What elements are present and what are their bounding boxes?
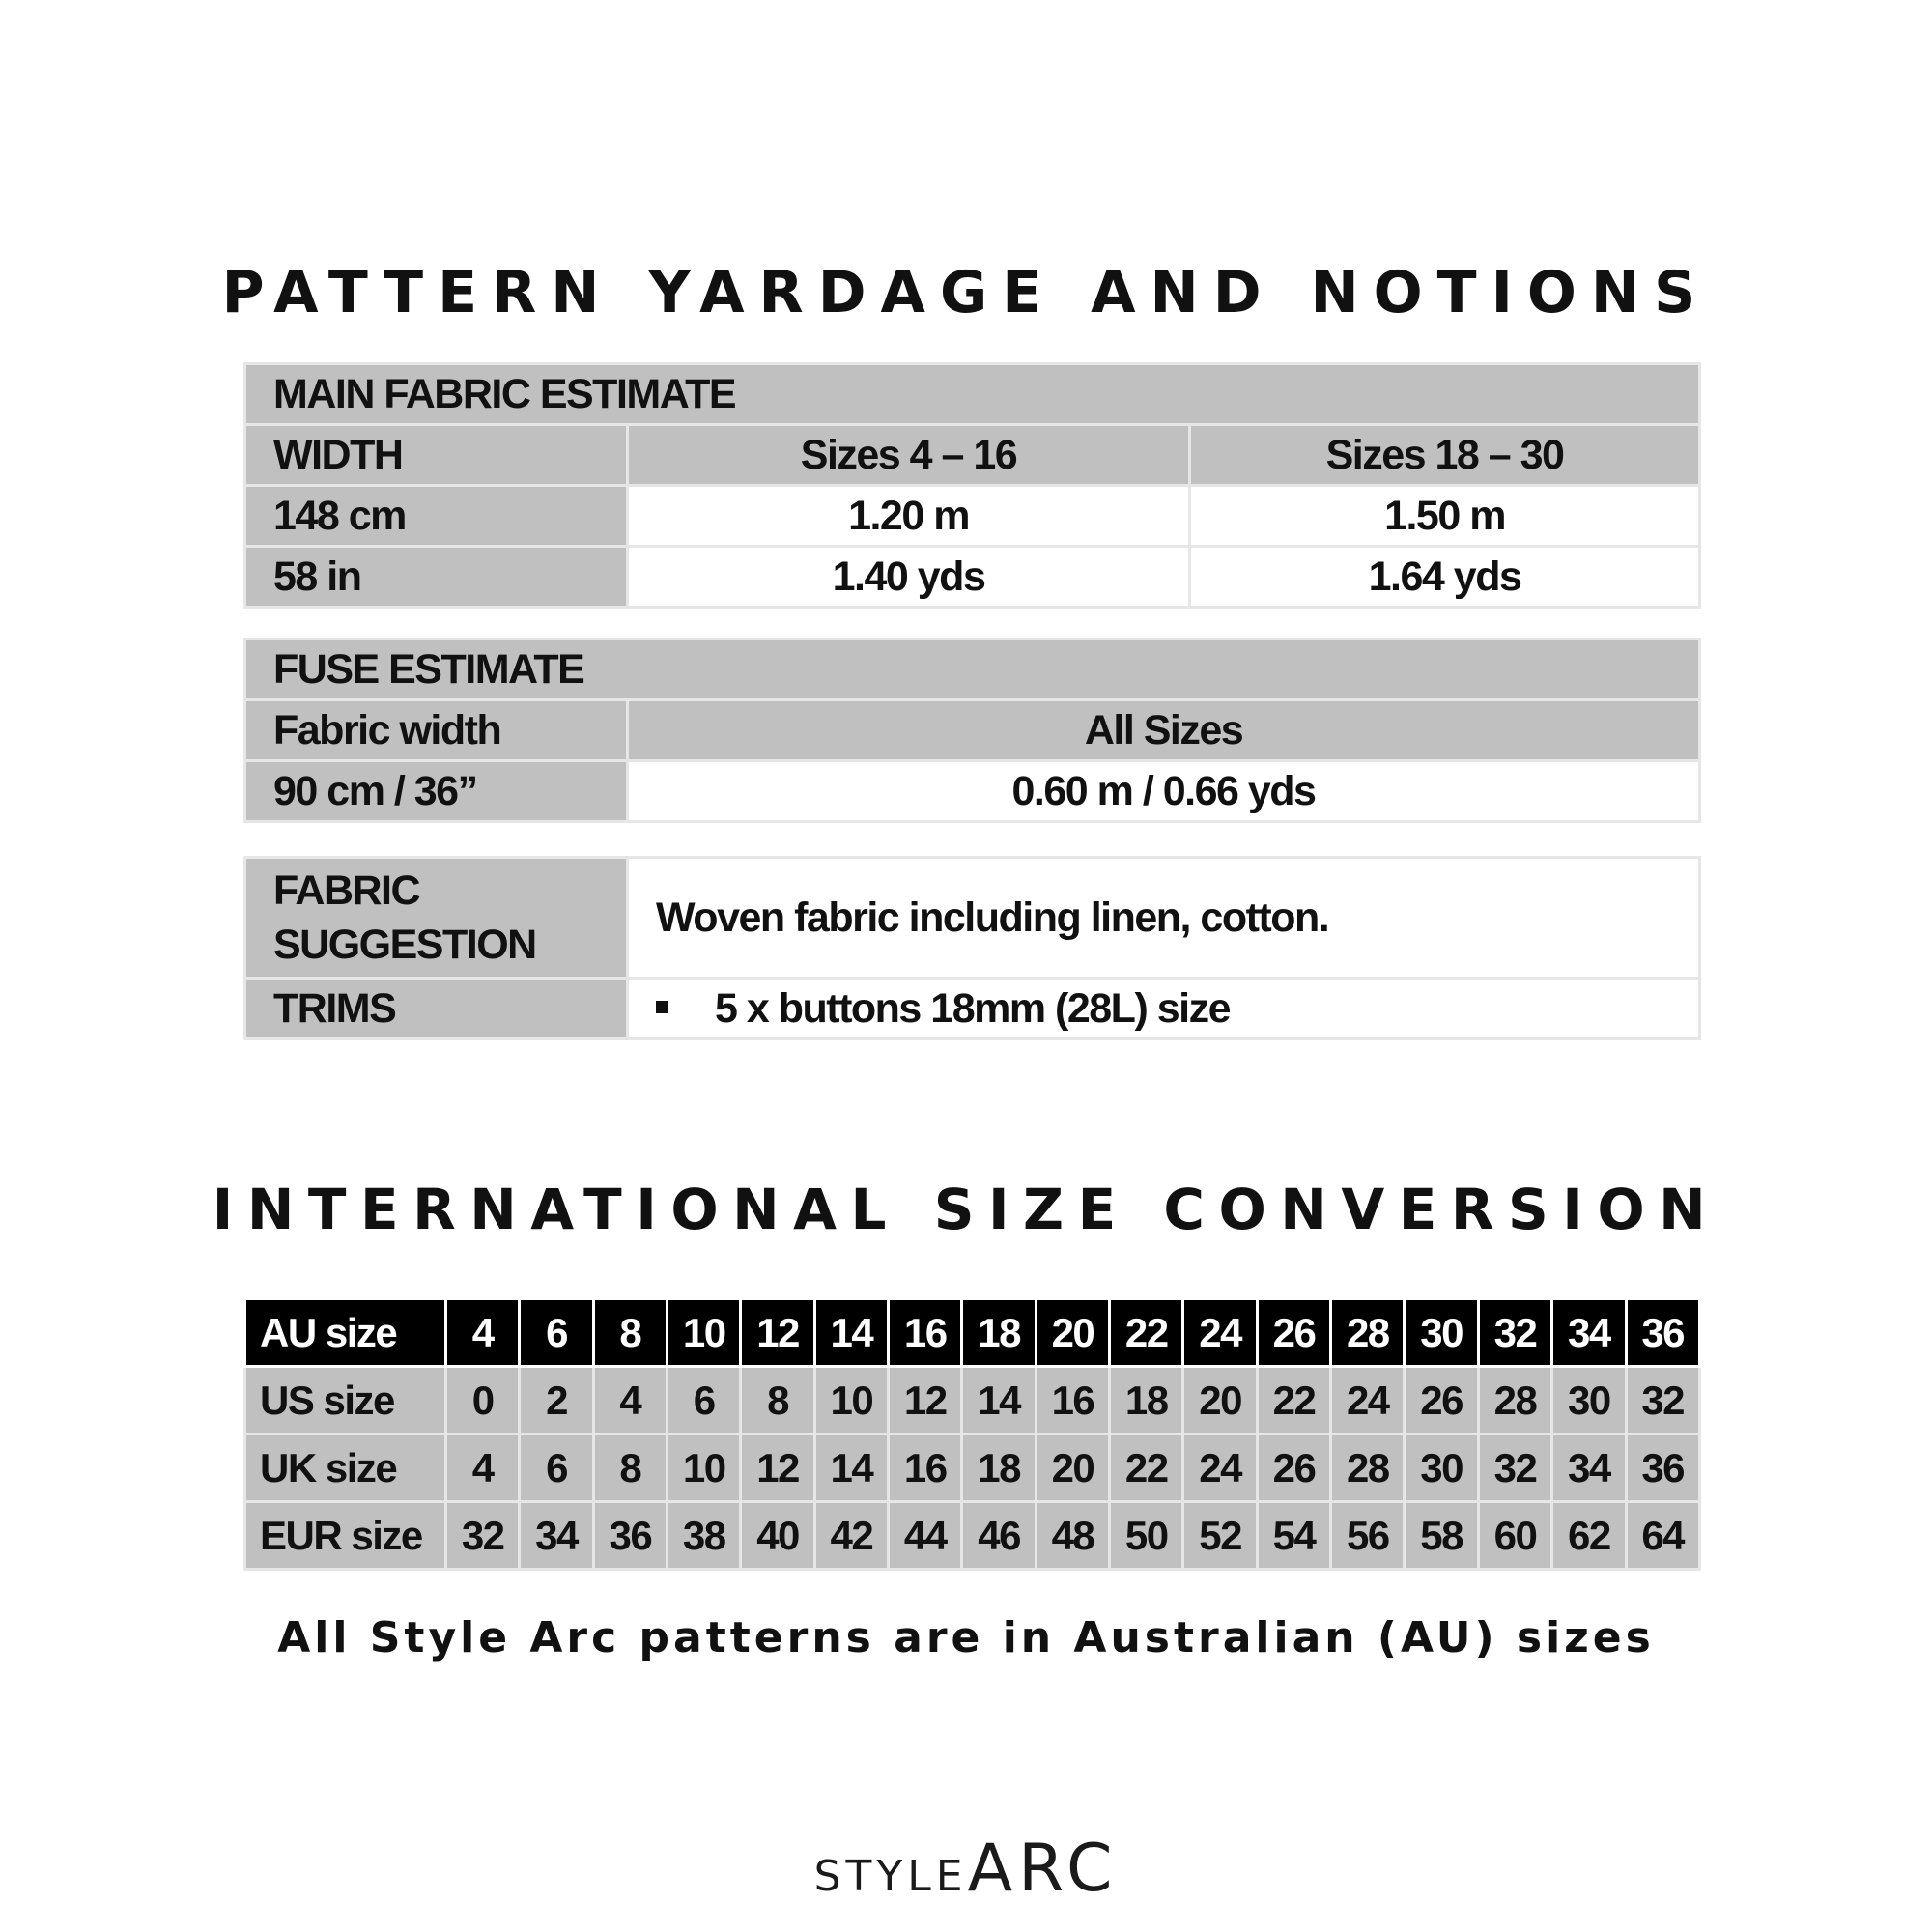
logo-style-word: STYLE <box>813 1852 968 1901</box>
size-cell: 52 <box>1183 1502 1257 1570</box>
size-cell: 34 <box>1552 1299 1626 1367</box>
size-cell: 28 <box>1331 1435 1405 1502</box>
fuse-row <box>245 761 1700 822</box>
size-cell: 2 <box>520 1367 593 1435</box>
size-cell: 12 <box>741 1435 814 1502</box>
size-cell: 14 <box>962 1367 1036 1435</box>
size-cell: 20 <box>1183 1367 1257 1435</box>
size-cell: 38 <box>668 1502 741 1570</box>
size-row-label: EUR size <box>245 1502 446 1570</box>
yardage-cell: 1.64 yds <box>1190 547 1700 608</box>
size-cell: 54 <box>1257 1502 1330 1570</box>
width-header: WIDTH <box>245 425 628 486</box>
bullet-icon <box>656 1001 668 1013</box>
all-sizes-header: All Sizes <box>628 700 1700 761</box>
main-fabric-title-row <box>245 364 1700 425</box>
fuse-title-row <box>245 639 1700 700</box>
yardage-title: PATTERN YARDAGE AND NOTIONS <box>221 259 1711 327</box>
size-cell: 18 <box>1110 1367 1183 1435</box>
size-cell: 20 <box>1036 1435 1109 1502</box>
main-fabric-row <box>245 547 1700 608</box>
size-cell: 22 <box>1257 1367 1330 1435</box>
size-row <box>245 1502 1700 1570</box>
trims-label: TRIMS <box>245 979 628 1039</box>
size-cell: 14 <box>814 1435 888 1502</box>
size-cell: 30 <box>1405 1435 1478 1502</box>
size-cell: 44 <box>889 1502 962 1570</box>
size-cell: 0 <box>446 1367 520 1435</box>
size-cell: 62 <box>1552 1502 1626 1570</box>
size-cell: 32 <box>1478 1299 1551 1367</box>
logo-arc-word: ARC <box>967 1831 1119 1907</box>
size-cell: 36 <box>1626 1299 1699 1367</box>
size-cell: 32 <box>446 1502 520 1570</box>
size-cell: 4 <box>446 1435 520 1502</box>
size-cell: 16 <box>889 1299 962 1367</box>
size-cell: 42 <box>814 1502 888 1570</box>
size-cell: 24 <box>1183 1299 1257 1367</box>
size-cell: 20 <box>1036 1299 1109 1367</box>
size-cell: 36 <box>1626 1435 1699 1502</box>
size-cell: 10 <box>814 1367 888 1435</box>
sizes-18-30-header: Sizes 18 – 30 <box>1190 425 1700 486</box>
size-row-label: US size <box>245 1367 446 1435</box>
size-cell: 16 <box>1036 1367 1109 1435</box>
size-cell: 12 <box>741 1299 814 1367</box>
trims-row <box>245 979 1700 1039</box>
size-cell: 14 <box>814 1299 888 1367</box>
fuse-header-row <box>245 700 1700 761</box>
size-cell: 58 <box>1405 1502 1478 1570</box>
size-cell: 4 <box>593 1367 667 1435</box>
size-cell: 12 <box>889 1367 962 1435</box>
size-row <box>245 1435 1700 1502</box>
size-cell: 50 <box>1110 1502 1183 1570</box>
size-cell: 36 <box>593 1502 667 1570</box>
main-fabric-table <box>243 362 1701 609</box>
main-fabric-header-row <box>245 425 1700 486</box>
size-cell: 26 <box>1257 1435 1330 1502</box>
size-cell: 26 <box>1257 1299 1330 1367</box>
size-cell: 30 <box>1552 1367 1626 1435</box>
yardage-cell: 1.20 m <box>628 486 1190 547</box>
size-conversion-table <box>243 1297 1701 1571</box>
size-cell: 10 <box>668 1435 741 1502</box>
size-cell: 18 <box>962 1435 1036 1502</box>
fabric-suggestion-label-line2: SUGGESTION <box>273 922 536 968</box>
size-cell: 10 <box>668 1299 741 1367</box>
size-cell: 32 <box>1478 1435 1551 1502</box>
style-arc-logo <box>0 1831 1932 1907</box>
fabric-width-cm: 148 cm <box>245 486 628 547</box>
size-cell: 34 <box>520 1502 593 1570</box>
size-row-label: UK size <box>245 1435 446 1502</box>
fabric-width-in: 58 in <box>245 547 628 608</box>
size-cell: 60 <box>1478 1502 1551 1570</box>
size-cell: 22 <box>1110 1435 1183 1502</box>
size-cell: 4 <box>446 1299 520 1367</box>
size-cell: 34 <box>1552 1435 1626 1502</box>
size-cell: 6 <box>520 1299 593 1367</box>
au-sizes-note: All Style Arc patterns are in Australian (AU) sizes <box>277 1613 1655 1662</box>
suggestion-table <box>243 856 1701 1040</box>
fuse-width: 90 cm / 36” <box>245 761 628 822</box>
size-cell: 32 <box>1626 1367 1699 1435</box>
size-cell: 6 <box>520 1435 593 1502</box>
size-cell: 64 <box>1626 1502 1699 1570</box>
fabric-suggestion-label-line1: FABRIC <box>273 867 420 914</box>
fuse-amount: 0.60 m / 0.66 yds <box>628 761 1700 822</box>
fabric-suggestion-label <box>245 858 628 979</box>
size-cell: 8 <box>593 1299 667 1367</box>
size-cell: 48 <box>1036 1502 1109 1570</box>
size-cell: 22 <box>1110 1299 1183 1367</box>
fabric-width-header: Fabric width <box>245 700 628 761</box>
size-cell: 40 <box>741 1502 814 1570</box>
yardage-cell: 1.40 yds <box>628 547 1190 608</box>
size-cell: 56 <box>1331 1502 1405 1570</box>
size-cell: 8 <box>741 1367 814 1435</box>
main-fabric-row <box>245 486 1700 547</box>
size-cell: 24 <box>1183 1435 1257 1502</box>
trims-item: 5 x buttons 18mm (28L) size <box>715 984 1230 1032</box>
yardage-cell: 1.50 m <box>1190 486 1700 547</box>
size-row <box>245 1367 1700 1435</box>
conversion-title: INTERNATIONAL SIZE CONVERSION <box>212 1177 1720 1242</box>
size-cell: 24 <box>1331 1367 1405 1435</box>
size-cell: 26 <box>1405 1367 1478 1435</box>
fabric-suggestion-value: Woven fabric including linen, cotton. <box>628 858 1700 979</box>
main-fabric-title: MAIN FABRIC ESTIMATE <box>245 364 1700 425</box>
size-cell: 6 <box>668 1367 741 1435</box>
trims-value <box>628 979 1700 1039</box>
size-cell: 18 <box>962 1299 1036 1367</box>
fuse-table <box>243 638 1701 823</box>
size-row-label: AU size <box>245 1299 446 1367</box>
sizes-4-16-header: Sizes 4 – 16 <box>628 425 1190 486</box>
size-row <box>245 1299 1700 1367</box>
size-cell: 16 <box>889 1435 962 1502</box>
size-cell: 28 <box>1478 1367 1551 1435</box>
size-cell: 8 <box>593 1435 667 1502</box>
size-cell: 30 <box>1405 1299 1478 1367</box>
fabric-suggestion-row <box>245 858 1700 979</box>
fuse-title: FUSE ESTIMATE <box>245 639 1700 700</box>
size-cell: 46 <box>962 1502 1036 1570</box>
size-cell: 28 <box>1331 1299 1405 1367</box>
